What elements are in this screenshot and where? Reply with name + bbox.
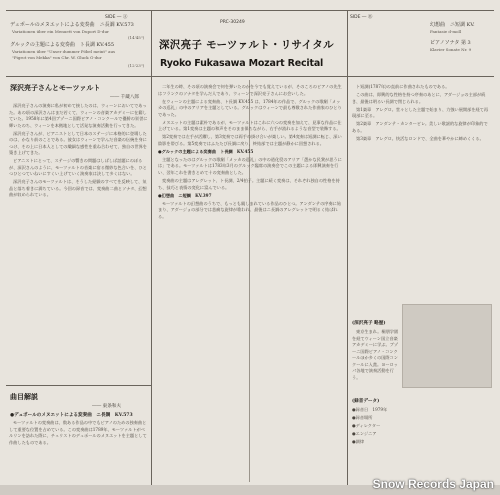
credit-line: ●調律 <box>352 439 365 445</box>
catalog-number: PRC-30249 <box>220 20 245 25</box>
bio-body <box>352 329 400 389</box>
essay-paragraph: ピアニストにとって、ステージの響きの問題はしばしば話題にのぼるが、深沢さんのように、モーツァルトの音楽に宿る微妙な色合いを、ひとつひとつていねいにすくい上げていく演奏家は決して多くはない。 <box>9 158 147 177</box>
top-border <box>6 10 494 11</box>
commentary-body <box>9 420 148 482</box>
center-paragraph: 第2変奏では左手が活躍し、第3変奏では両手の掛け合いが楽しい。第4変奏は短調に転じ、深い陰影を帯びる。第5変奏ではふたたび長調に戻り、終結部では主題が静かに回想される。 <box>158 134 342 146</box>
credits-title: (録音データ) <box>352 399 380 404</box>
side-a-track2-title: グルックの主題による変奏曲 ト長調 KV.455 <box>10 42 115 48</box>
commentary-heading: 曲目解説 <box>10 392 38 401</box>
center-column-body <box>158 84 344 484</box>
right-paragraph: ト短調(1787年)の直前に作曲されたものである。 <box>356 84 450 89</box>
right-column-body <box>352 84 490 296</box>
side-a-track2-subtitle-1: Variationen über "Unser dummer Pöbel meint" aus <box>12 49 116 54</box>
side-b-track2-title: ピアノソナタ 第 3 <box>430 40 471 46</box>
right-paragraph: 第2楽章 アンダンテ・カンタービレ。美しい歌謡的な旋律が印象的である。 <box>352 121 488 133</box>
essay-paragraph: 深沢亮子さんが、ピアニストとして日本のステージに本格的に登場したのは、かなり前のことである。彼女はウィーンで学んだ音楽の伝統を身につけ、その上に日本人としての繊細な感性を重ね合わせて、独自の世界を築き上げてきた。 <box>9 130 147 156</box>
bio-text: 東京生まれ。桐朋学園を経てウィーン国立音楽アカデミーに学ぶ。ブゾーニ国際ピアノ・コンクールほか多くの国際コンクールに入賞。ヨーロッパ各地で演奏活動を行う。 <box>352 329 399 380</box>
bio-caption: (深沢亮子 略歴) <box>352 321 386 326</box>
center-paragraph: 二年生の時、その頃の演奏会で何を弾いたのかを今でも覚えているが、そのころのピアノの先生はフランクのソナタを学んだ人であり、ウィーンで深沢亮子さんにお会いした。 <box>158 84 342 96</box>
side-a-track1-time: (14'45") <box>128 35 145 40</box>
right-paragraph: この曲は、即興的な性格を持つ序奏のあとに、アダージョの主部が続き、最後は明るい長調で閉じられる。 <box>352 92 486 104</box>
credit-line: ●ディレクター <box>352 423 381 429</box>
center-paragraph: 主題となったのはグルックの歌劇「メッカの巡礼」の中の道化役のアリア「愚かな民衆が思うには」である。モーツァルトは1783年3月のグルック臨席の演奏会でこの主題による即興演奏を行い、翌年これを書きとめて十の変奏曲とした。 <box>158 156 342 175</box>
left-column-divider <box>151 10 152 485</box>
credit-line: ●録音日 1979年 <box>352 407 388 412</box>
side-a-track2-subtitle-2: "Pigrot von Mekka" von Chr. W. Gluck G-dur <box>12 55 102 60</box>
right-paragraph: 第1楽章 アレグロ。堂々とした主題で始まり、力強い展開部を経て再現部に至る。 <box>352 106 489 119</box>
commentary-subhead: ●デュポールのメヌエットによる変奏曲 ニ長調 KV.573 <box>10 413 133 418</box>
left-header-rule <box>6 76 151 77</box>
side-a-track2-time: (12'23") <box>128 63 145 68</box>
commentary-author: ―― 東条和夫 <box>92 404 122 409</box>
essay-heading: 深沢亮子さんとモーツァルト <box>10 83 101 92</box>
side-b-track1-subtitle: Fantasie d-moll <box>430 29 462 34</box>
side-a-track1-title: デュポールのメヌエットによる変奏曲 ニ長調 KV.573 <box>10 22 134 28</box>
center-paragraph: 変奏曲の主題はアレグレット、ト長調、2/4拍子。主題に続く変奏は、それぞれ独自の性格を持ち、技巧と表情の変化に富んでいる。 <box>158 178 340 190</box>
left-middle-rule <box>6 385 151 386</box>
side-a-label: SIDE ― Ⓐ <box>105 15 128 20</box>
side-a-track1-subtitle: Variationen über ein Menuett von Duport D-dur <box>12 29 109 34</box>
center-paragraph: メヌエットの主題は素朴であるが、モーツァルトはこれに六つの変奏を加えて、見事な作品に仕上げている。第1変奏は主題の和声をそのまま保ちながら、右手が流れるような音型で装飾する。 <box>158 119 342 132</box>
side-b-label: SIDE ― Ⓑ <box>350 15 373 20</box>
credit-line: ●エンジニア <box>352 431 377 437</box>
essay-body <box>9 103 148 381</box>
credits-list <box>352 407 412 483</box>
essay-paragraph: 深沢亮子さんのモーツァルトは、そうした経験のすべてを反映して、気品と落ち着きに満ちている。今回の録音では、変奏曲二曲とソナタ、幻想曲が収められている。 <box>9 179 147 198</box>
right-paragraph: 第3楽章 アレグロ。快活なロンドで、全曲を華やかに締めくくる。 <box>356 135 484 141</box>
center-paragraph: 在ウィーンの主題による変奏曲、ト長調 KV.455 は、1784年の作品で、グルックの歌劇「メッカの巡礼」の中のアリアを主題としている。グルックはウィーンで最も尊敬された作曲家のひとりであった。 <box>158 98 342 117</box>
album-title-english: Ryoko Fukasawa Mozart Recital <box>160 58 324 69</box>
right-header-rule <box>347 76 494 77</box>
album-title-japanese: 深沢亮子 モーツァルト・リサイタル <box>159 39 334 51</box>
essay-paragraph: 深沢亮子さんの演奏に私が初めて接したのは、ウィーンにおいてであった。あの頃の深沢さんはまだ若くて、ウィーンの音楽アカデミーに在籍していた。1958年に第4回ブゾーニ国際ピアノ・コンクールで優勝の栄誉に輝いたのち、ウィーンを本拠地として活発な演奏活動を行ってきた。 <box>9 103 148 128</box>
essay-author: ―― 千蔵八郎 <box>110 95 140 100</box>
side-b-track1-title: 幻想曲 ニ短調 KV. <box>430 22 475 28</box>
side-b-track2-subtitle: Klavier Sonate Nr. 9 <box>430 47 472 52</box>
center-subhead: ●幻想曲 ニ短調 KV.397 <box>158 192 212 198</box>
center-header-rule <box>151 76 347 77</box>
watermark: Snow Records Japan <box>372 477 494 491</box>
commentary-paragraph: モーツァルトの変奏曲は、数ある作品の中でもピアノのための独奏曲として重要な位置を占めている。この変奏曲は1789年、モーツァルトがベルリンを訪れた際に、チェリストのデュポールのメヌエットを主題として作曲したものである。 <box>9 420 147 445</box>
credit-line: ●録音場所 <box>352 415 373 421</box>
center-subhead: ●グルックの主題による変奏曲 ト長調 KV.455 <box>158 148 254 154</box>
right-column-divider <box>347 10 348 485</box>
artist-photo <box>402 304 492 388</box>
center-paragraph: モーツァルトの幻想曲のうちで、もっとも親しまれている作品のひとつ。アンダンテの序奏に始まり、アダージョの部分では悲痛な旋律が歌われ、最後はニ長調のアレグレットで明るく結ばれる。 <box>158 200 342 219</box>
